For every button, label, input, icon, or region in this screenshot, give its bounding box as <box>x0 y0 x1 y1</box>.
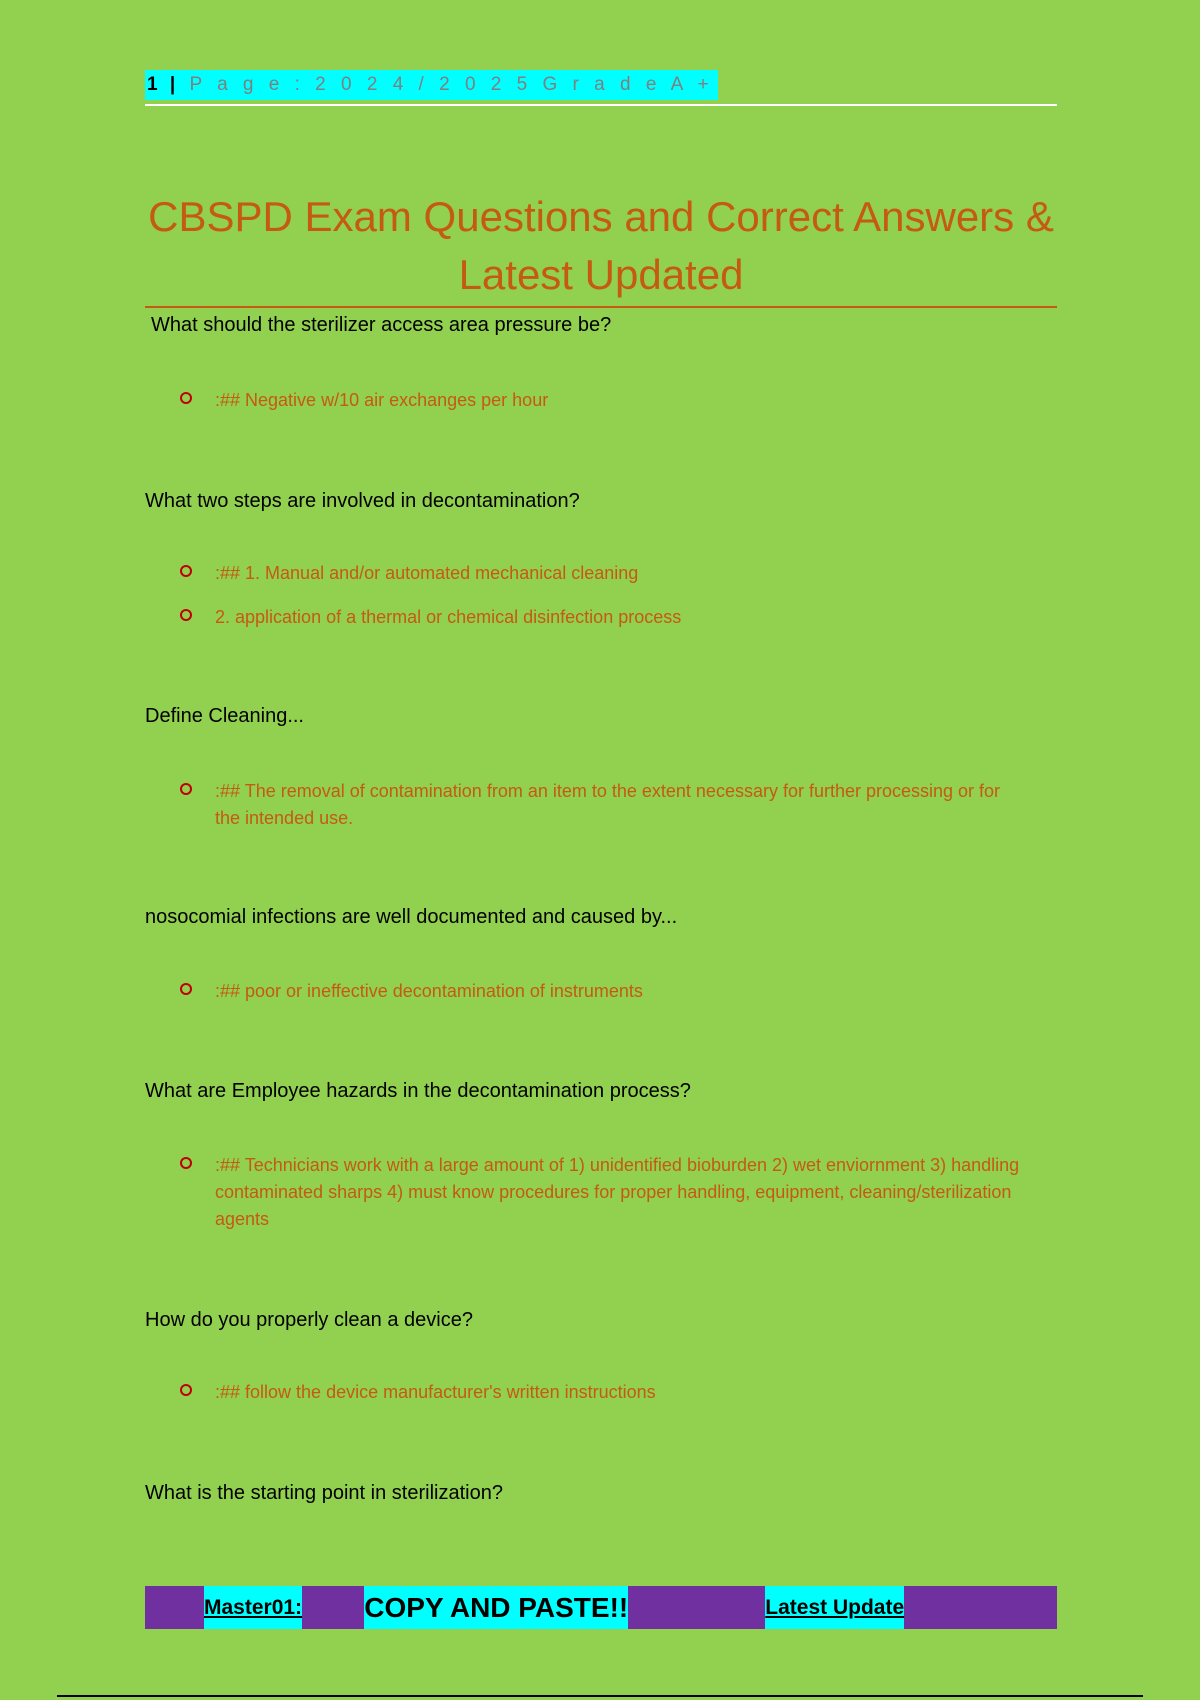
header-separator: | <box>169 74 180 95</box>
question-7: What is the starting point in sterilization? <box>145 1482 503 1504</box>
banner-copy-and-paste: COPY AND PASTE!! <box>364 1586 628 1629</box>
answer-6-1 <box>180 1379 1030 1406</box>
banner-do-not: DO NOT <box>302 1586 364 1629</box>
page-header-label <box>145 70 718 100</box>
answer-3-1 <box>180 778 1030 832</box>
page-number: 1 <box>147 74 160 95</box>
document-title <box>145 188 1057 304</box>
answer-4-1 <box>180 978 1030 1005</box>
page-header <box>145 70 1057 106</box>
header-text: P a g e : 2 0 2 4 / 2 0 2 5 G r a d e A + <box>189 74 714 95</box>
answer-2-1 <box>180 560 1030 587</box>
answer-1-1 <box>180 387 1030 414</box>
title-line-1: CBSPD Exam Questions and Correct Answers & <box>148 193 1054 240</box>
document-page <box>145 0 1057 1700</box>
bullet-icon <box>180 983 192 995</box>
answer-text: :## poor or ineffective decontamination of instruments <box>215 981 643 1001</box>
bullet-icon <box>180 565 192 577</box>
question-3: Define Cleaning... <box>145 705 304 727</box>
bullet-icon <box>180 1157 192 1169</box>
answer-text: :## follow the device manufacturer's written instructions <box>215 1382 656 1402</box>
question-2: What two steps are involved in decontamination? <box>145 490 580 512</box>
answer-2-2 <box>180 604 1030 631</box>
banner-master: Master01: <box>204 1586 302 1629</box>
title-line-2: Latest Updated <box>458 251 744 298</box>
question-5: What are Employee hazards in the decontamination process? <box>145 1080 691 1102</box>
answer-5-1 <box>180 1152 1030 1233</box>
bullet-icon <box>180 783 192 795</box>
answer-text: :## The removal of contamination from an item to the extent necessary for further processing or for the intended use. <box>215 781 1001 828</box>
page-bottom-rule <box>57 1695 1143 1697</box>
banner-date: August 25, 2024 <box>628 1586 765 1629</box>
title-divider <box>145 306 1057 308</box>
answer-text: :## 1. Manual and/or automated mechanical cleaning <box>215 563 639 583</box>
banner-latest-update: Latest Update <box>765 1586 904 1629</box>
question-1: What should the sterilizer access area pressure be? <box>151 314 612 336</box>
footer-banner-text <box>204 1586 904 1629</box>
answer-text: :## Technicians work with a large amount of 1) unidentified bioburden 2) wet enviornment 3) handling contaminated sharps 4) must know procedures for proper handling, equipment, cleaning/sterilization agents <box>215 1155 1020 1229</box>
question-6: How do you properly clean a device? <box>145 1309 473 1331</box>
footer-banner <box>145 1586 1057 1629</box>
answer-text: 2. application of a thermal or chemical disinfection process <box>215 607 682 627</box>
answer-text: :## Negative w/10 air exchanges per hour <box>215 390 549 410</box>
question-4: nosocomial infections are well documented and caused by... <box>145 906 678 928</box>
bullet-icon <box>180 609 192 621</box>
bullet-icon <box>180 1384 192 1396</box>
bullet-icon <box>180 392 192 404</box>
